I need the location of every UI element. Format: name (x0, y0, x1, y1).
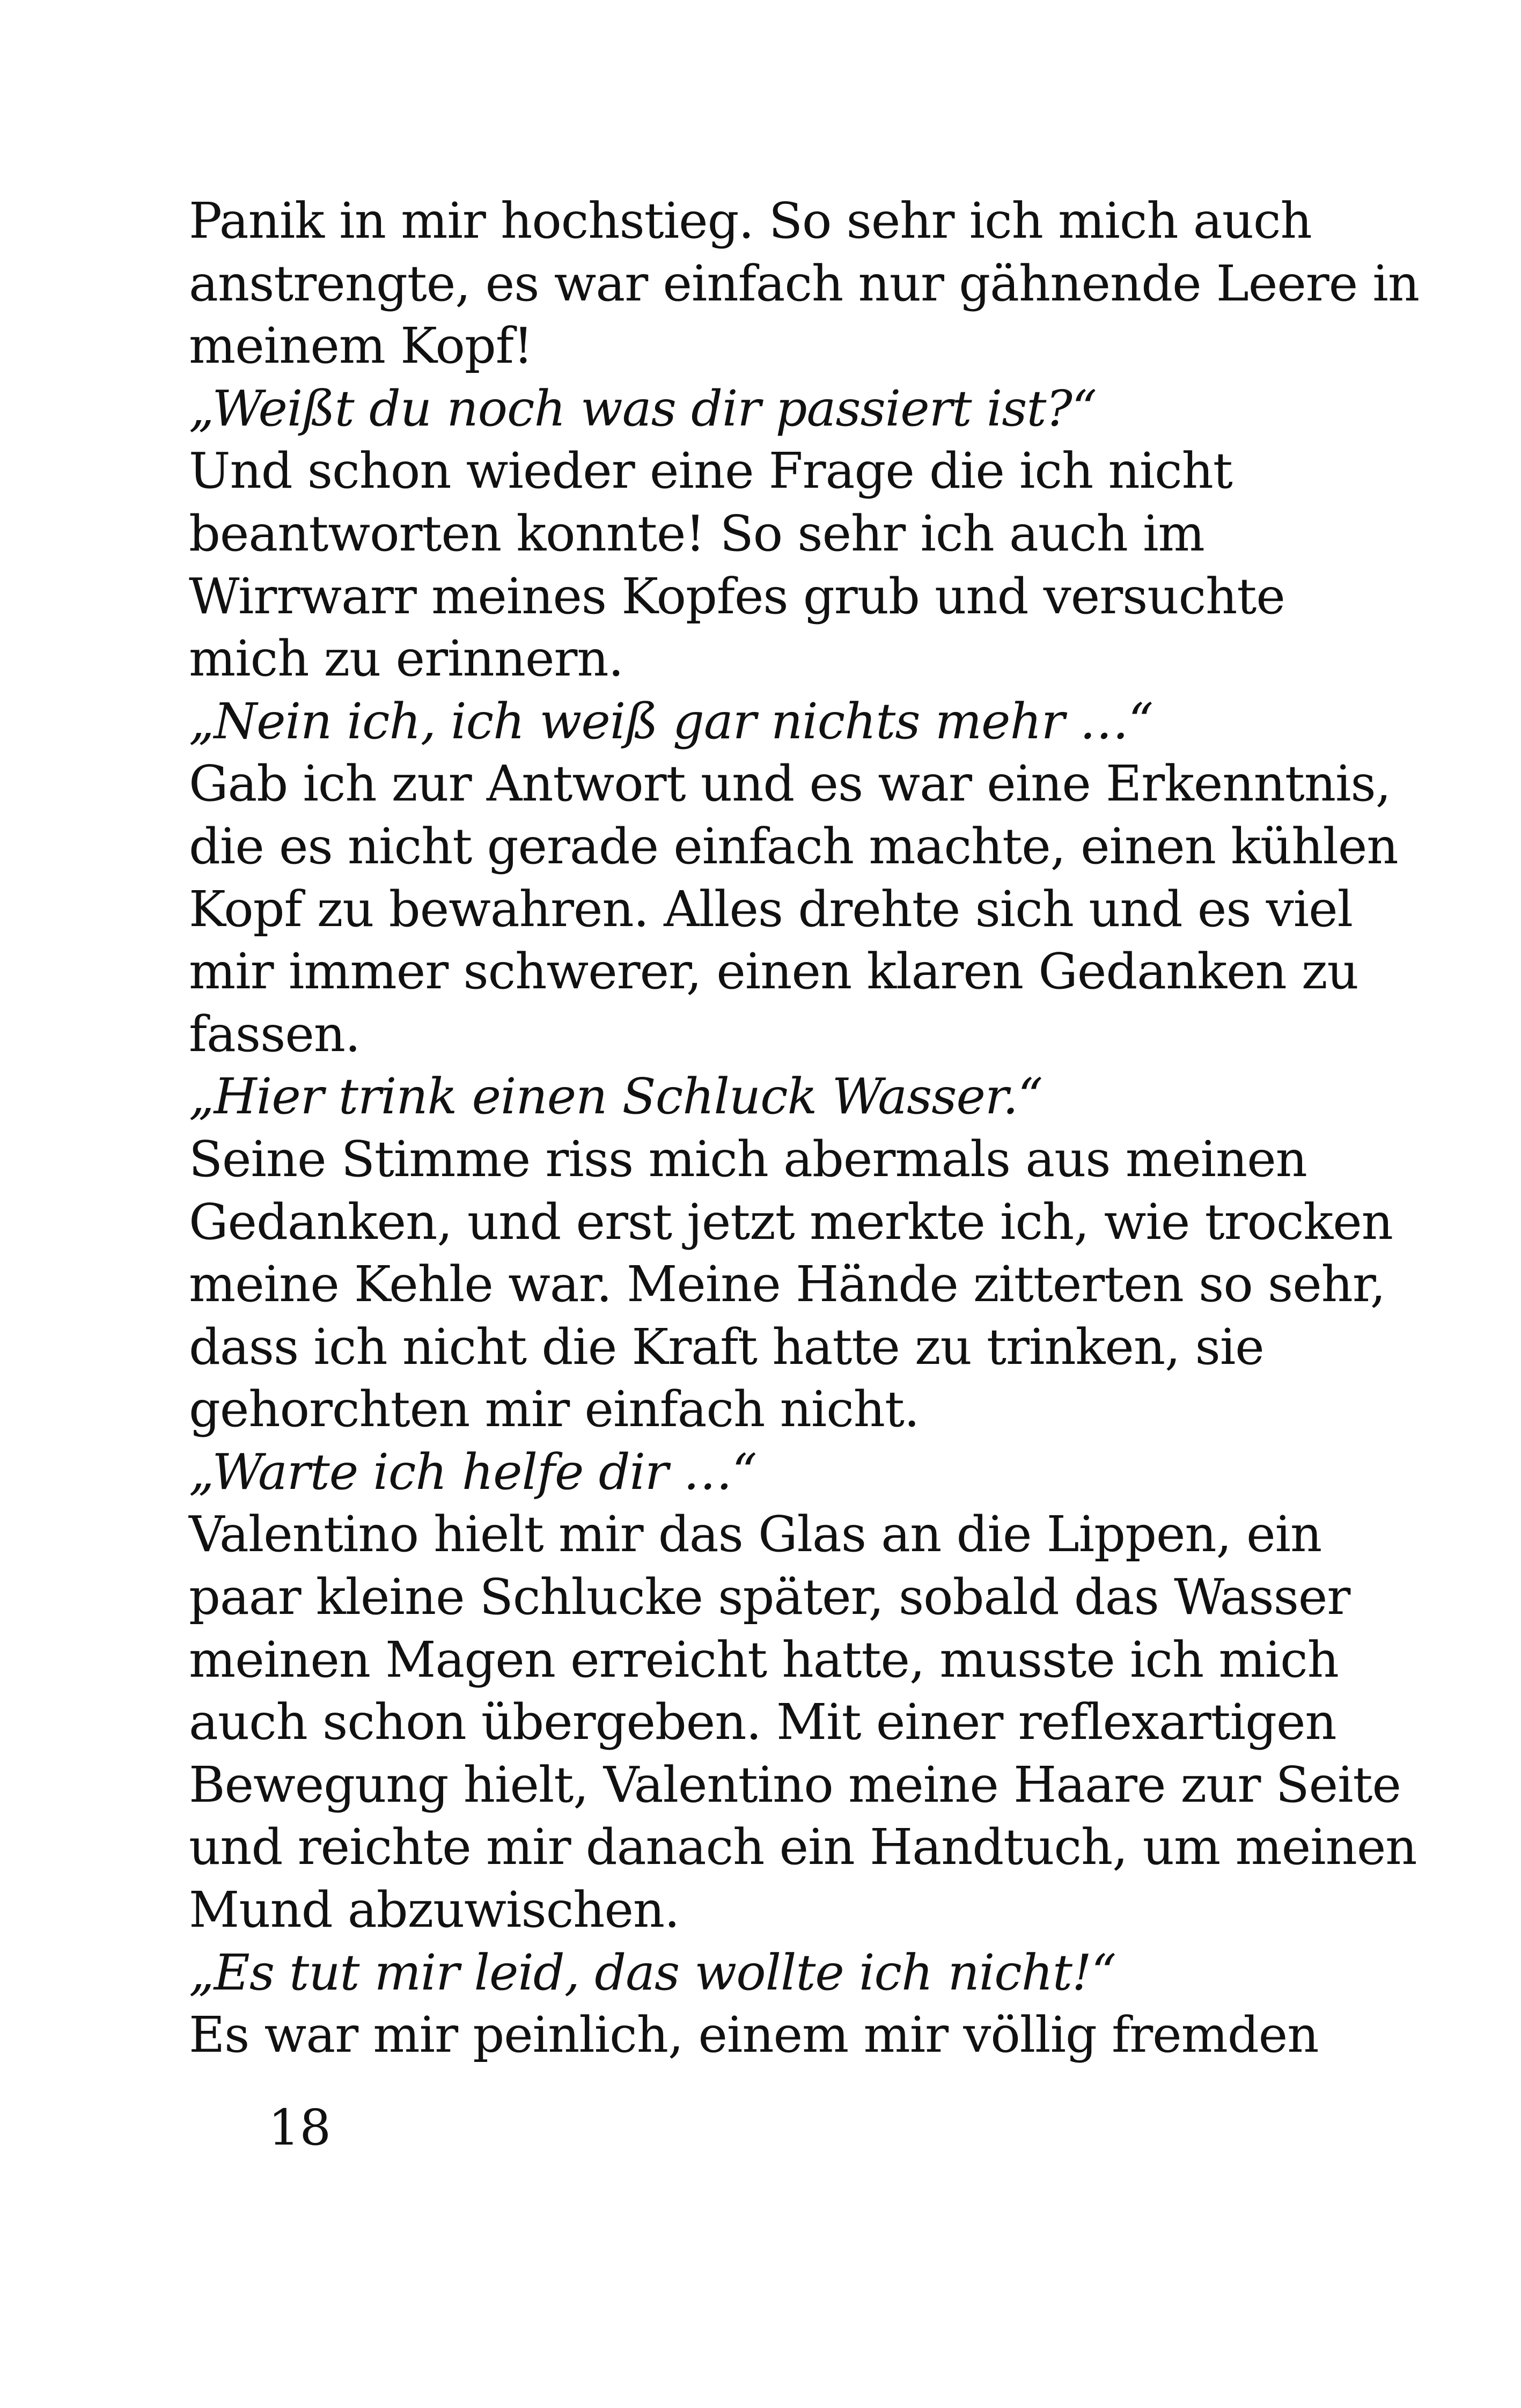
dialogue-line: „Warte ich helfe dir …“ (189, 1443, 757, 1501)
text-line: dass ich nicht die Kraft hatte zu trinken, sie (189, 1318, 1264, 1376)
text-line: gehorchten mir einfach nicht. (189, 1381, 920, 1438)
text-line: Mund abzuwischen. (189, 1881, 680, 1939)
text-line: mir immer schwerer, einen klaren Gedanken zu (189, 943, 1358, 1001)
text-line: Panik in mir hochstieg. So sehr ich mich auch (189, 192, 1312, 249)
text-line: Gedanken, und erst jetzt merkte ich, wie trocken (189, 1193, 1393, 1251)
body-text (189, 190, 1420, 2067)
text-line: Es war mir peinlich, einem mir völlig fremden (189, 2006, 1319, 2064)
text-line: auch schon übergeben. Mit einer reflexartigen (189, 1693, 1336, 1751)
text-line: die es nicht gerade einfach machte, einen kühlen (189, 817, 1398, 875)
dialogue-line: „Hier trink einen Schluck Wasser.“ (189, 1068, 1043, 1126)
text-line: mich zu erinnern. (189, 630, 623, 688)
text-line: Bewegung hielt, Valentino meine Haare zur Seite (189, 1756, 1401, 1814)
text-line: Gab ich zur Antwort und es war eine Erkenntnis, (189, 755, 1391, 813)
text-line: meinen Magen erreicht hatte, musste ich mich (189, 1631, 1339, 1688)
text-line: meinem Kopf! (189, 317, 533, 375)
text-line: paar kleine Schlucke später, sobald das Wasser (189, 1568, 1350, 1626)
text-line: Kopf zu bewahren. Alles drehte sich und es viel (189, 880, 1353, 938)
text-line: Seine Stimme riss mich abermals aus meinen (189, 1130, 1307, 1188)
dialogue-line: „Es tut mir leid, das wollte ich nicht!“ (189, 1943, 1116, 2001)
text-line: Valentino hielt mir das Glas an die Lippen, ein (189, 1506, 1322, 1563)
dialogue-line: „Nein ich, ich weiß gar nichts mehr …“ (189, 692, 1153, 750)
text-line: meine Kehle war. Meine Hände zitterten so sehr, (189, 1256, 1386, 1313)
text-line: Und schon wieder eine Frage die ich nicht (189, 442, 1232, 500)
text-line: beantworten konnte! So sehr ich auch im (189, 504, 1204, 562)
text-line: anstrengte, es war einfach nur gähnende Leere in (189, 254, 1420, 312)
page-number: 18 (268, 2099, 332, 2156)
dialogue-line: „Weißt du noch was dir passiert ist?“ (189, 379, 1097, 437)
text-line: fassen. (189, 1005, 361, 1063)
text-line: und reichte mir danach ein Handtuch, um meinen (189, 1818, 1417, 1876)
text-line: Wirrwarr meines Kopfes grub und versuchte (189, 567, 1285, 625)
